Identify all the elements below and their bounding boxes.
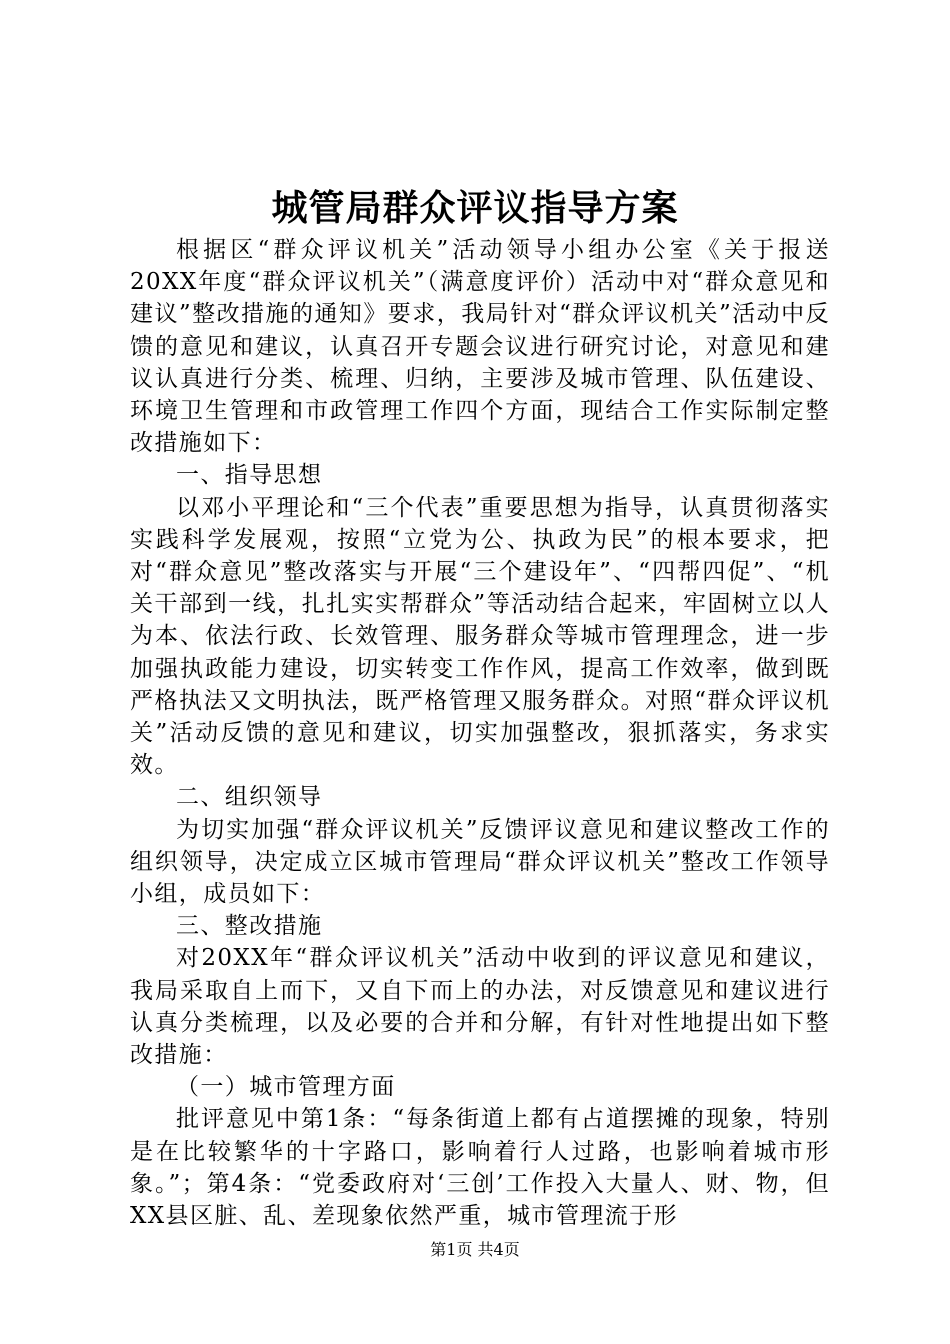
section-heading-guiding-ideology: 一、指导思想 (176, 462, 323, 489)
measures-paragraph: 对20XX年“群众评议机关”活动中收到的评议意见和建议，我局采取自上而下，又自下而上的办法，对反馈意见和建议进行认真分类梳理，以及必要的合并和分解，有针对性地提出如下整改措施： (130, 945, 830, 1069)
document-title: 城管局群众评议指导方案 (271, 187, 679, 229)
city-management-paragraph: 批评意见中第1条：“每条街道上都有占道摆摊的现象，特别是在比较繁华的十字路口，影响着行人过路，也影响着城市形象。”；第4条：“党委政府对‘三创’工作投入大量人、财、物，但XX县区脏、乱、差现象依然严重，城市管理流于形 (130, 1106, 830, 1230)
organization-paragraph: 为切实加强“群众评议机关”反馈评议意见和建议整改工作的组织领导，决定成立区城市管理局“群众评议机关”整改工作领导小组，成员如下： (130, 816, 830, 908)
page-number-footer: 第1页 共4页 (430, 1240, 520, 1259)
subsection-heading-city-management: （一）城市管理方面 (176, 1074, 396, 1101)
section-heading-measures: 三、整改措施 (176, 913, 323, 940)
guiding-ideology-paragraph: 以邓小平理论和“三个代表”重要思想为指导，认真贯彻落实实践科学发展观，按照“立党为公、执政为民”的根本要求，把对“群众意见”整改落实与开展“三个建设年”、“四帮四促”、“机关干部到一线，扎扎实实帮群众”等活动结合起来，牢固树立以人为本、依法行政、长效管理、服务群众等城市管理理念，进一步加强执政能力建设，切实转变工作作风，提高工作效率，做到既严格执法又文明执法，既严格管理又服务群众。对照“群众评议机关”活动反馈的意见和建议，切实加强整改，狠抓落实，务求实效。 (130, 494, 830, 779)
document-body (130, 234, 830, 1232)
intro-paragraph: 根据区“群众评议机关”活动领导小组办公室《关于报送20XX年度“群众评议机关”（满意度评价）活动中对“群众意见和建议”整改措施的通知》要求，我局针对“群众评议机关”活动中反馈的意见和建议，认真召开专题会议进行研究讨论，对意见和建议认真进行分类、梳理、归纳，主要涉及城市管理、队伍建设、环境卫生管理和市政管理工作四个方面，现结合工作实际制定整改措施如下： (130, 237, 830, 457)
section-heading-organization: 二、组织领导 (176, 784, 323, 811)
